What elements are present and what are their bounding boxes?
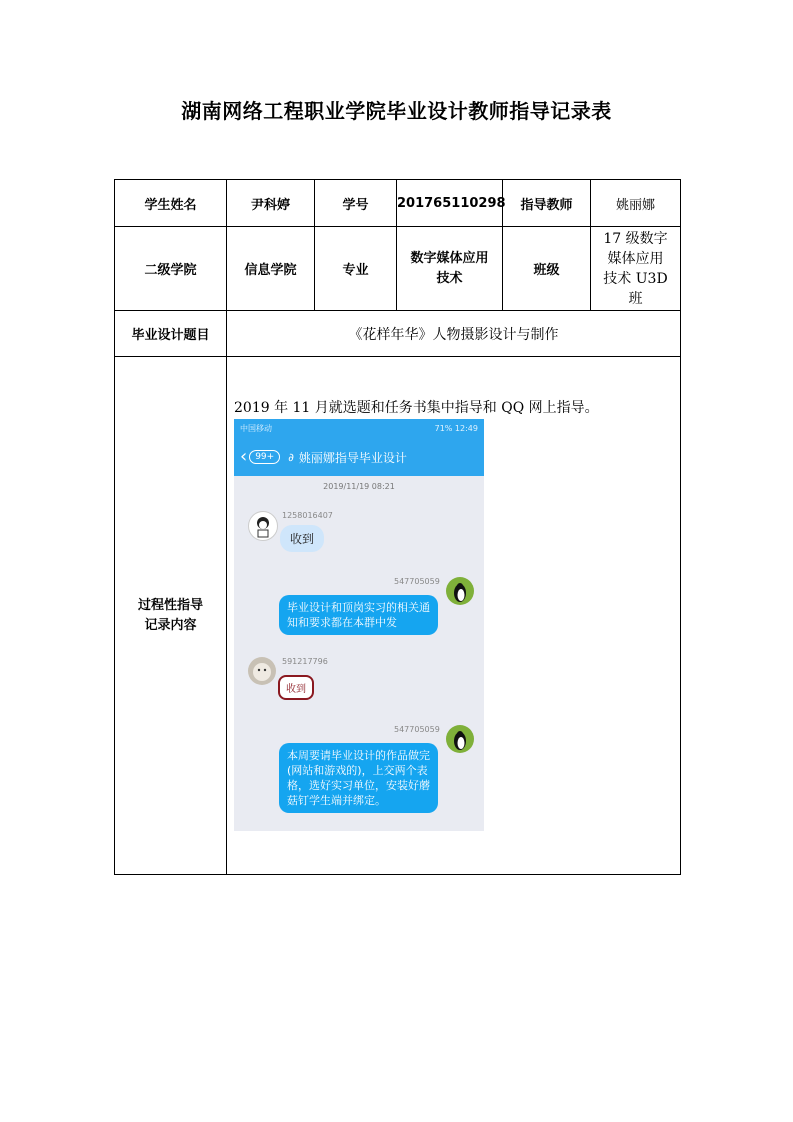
penguin-avatar[interactable] [446, 577, 474, 605]
process-note: 2019 年 11 月就选题和任务书集中指导和 QQ 网上指导。 [234, 400, 599, 416]
cartoon-girl-avatar[interactable] [248, 511, 278, 541]
label-student-name: 学生姓名 [115, 180, 227, 227]
label-student-id: 学号 [315, 180, 397, 227]
message-sender: 547705059 [394, 577, 440, 586]
guidance-record-table [114, 179, 681, 875]
status-bar [234, 419, 484, 438]
value-major [397, 227, 503, 311]
group-name: 姚丽娜指导毕业设计 [298, 450, 407, 465]
message-bubble[interactable]: 毕业设计和顶岗实习的相关通知和要求都在本群中发 [279, 595, 438, 635]
unread-count-badge[interactable]: 99+ [249, 450, 280, 464]
label-major: 专业 [315, 227, 397, 311]
process-content [227, 357, 681, 875]
battery-time: 71% 12:49 [434, 424, 478, 433]
message-sender: 591217796 [282, 657, 328, 666]
carrier-label: 中国移动 [240, 424, 272, 433]
class-line2: 媒体应用 [607, 250, 664, 267]
label-advisor: 指导教师 [503, 180, 591, 227]
cat-avatar[interactable] [248, 657, 276, 685]
value-college: 信息学院 [227, 227, 315, 311]
class-line4: 班 [628, 290, 643, 307]
ear-icon: ∂ [288, 450, 294, 464]
process-label-line2: 记录内容 [144, 617, 197, 633]
label-class: 班级 [503, 227, 591, 311]
message-sender: 1258016407 [282, 511, 333, 520]
chat-header [234, 438, 484, 476]
label-topic: 毕业设计题目 [115, 311, 227, 357]
value-student-name: 尹科婷 [227, 180, 315, 227]
class-line3: 技术 U3D [603, 270, 668, 287]
document-title: 湖南网络工程职业学院毕业设计教师指导记录表 [181, 99, 612, 123]
message-bubble[interactable]: 本周要请毕业设计的作品做完(网站和游戏的)，上交两个表格，选好实习单位，安装好蘑菇钉学生端并绑定。 [279, 743, 438, 813]
value-class [591, 227, 681, 311]
process-label-line1: 过程性指导 [137, 597, 203, 613]
label-process [115, 357, 227, 875]
message-bubble[interactable]: 收到 [278, 675, 314, 700]
message-sender: 547705059 [394, 725, 440, 734]
major-line2: 技术 [436, 270, 463, 286]
value-student-id: 201765110298 [397, 180, 503, 227]
major-line1: 数字媒体应用 [410, 250, 489, 266]
message-bubble[interactable]: 收到 [280, 525, 324, 552]
chat-timestamp: 2019/11/19 08:21 [323, 482, 395, 491]
value-advisor: 姚丽娜 [591, 180, 681, 227]
label-college: 二级学院 [115, 227, 227, 311]
value-topic: 《花样年华》人物摄影设计与制作 [227, 311, 681, 357]
qq-chat-screenshot [234, 419, 484, 831]
class-line1: 17 级数字 [603, 230, 668, 247]
back-chevron-icon[interactable]: ‹ [240, 446, 248, 467]
penguin-avatar[interactable] [446, 725, 474, 753]
